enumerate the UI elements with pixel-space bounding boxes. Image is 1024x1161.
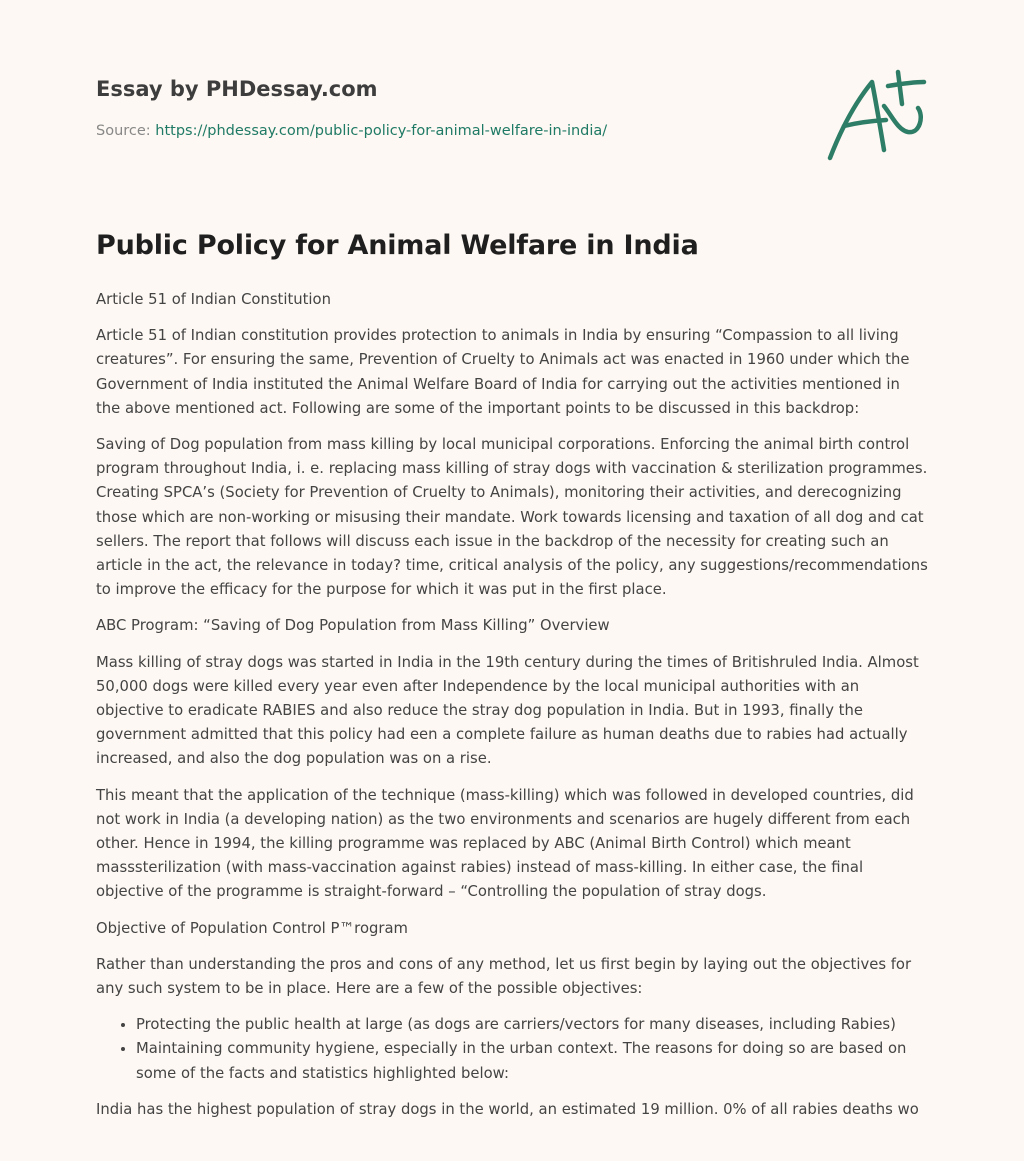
- source-link[interactable]: https://phdessay.com/public-policy-for-animal-welfare-in-india/: [155, 123, 608, 139]
- source-line: [96, 123, 607, 139]
- subheading: ABC Program: “Saving of Dog Population from Mass Killing” Overview: [96, 617, 610, 635]
- essay-body: [96, 226, 928, 1134]
- subheading: Article 51 of Indian Constitution: [96, 291, 331, 308]
- paragraph: Article 51 of Indian constitution provides protection to animals in India by ensuring “Compassion to all living creatures”. For ensuring the same, Prevention of Cruelty to Animals act was enacted in 1960 under which the Government of India instituted the Animal Welfare Board of India for carrying out the activities mentioned in the above mentioned act. Following are some of the important points to be discussed in this backdrop:: [96, 327, 910, 417]
- objectives-list: [96, 1013, 928, 1086]
- paragraph: Mass killing of stray dogs was started in India in the 19th century during the times of Britishruled India. Almost 50,000 dogs were killed every year even after Independence by the local municipal authorities with an objective to eradicate RABIES and also reduce the stray dog population in India. But in 1993, finally the government admitted that this policy had een a complete failure as human deaths due to rabies had actually increased, and also the dog population was on a rise.: [96, 653, 919, 768]
- a-plus-logo-icon: [826, 68, 928, 166]
- list-item: • Maintaining community hygiene, especially in the urban context. The reasons for doing so are based on some of the facts and statistics highlighted below:: [136, 1037, 928, 1085]
- essay-header: [96, 74, 928, 174]
- paragraph: Saving of Dog population from mass killing by local municipal corporations. Enforcing the animal birth control program throughout India, i. e. replacing mass killing of stray dogs with vaccination & sterilization programmes. Creating SPCA’s (Society for Prevention of Cruelty to Animals), monitoring their activities, and derecognizing those which are non-working or misusing their mandate. Work towards licensing and taxation of all dog and cat sellers. The report that follows will discuss each issue in the backdrop of the necessity for creating such an article in the act, the relevance in today? time, critical analysis of the policy, any suggestions/recommendations to improve the efficacy for the purpose for which it was put in the first place.: [96, 436, 928, 599]
- paragraph: Rather than understanding the pros and cons of any method, let us first begin by laying out the objectives for any such system to be in place. Here are a few of the possible objectives:: [96, 955, 912, 998]
- paragraph: This meant that the application of the technique (mass-killing) which was followed in developed countries, did not work in India (a developing nation) as the two environments and scenarios are hugely different from each other. Hence in 1994, the killing programme was replaced by ABC (Animal Birth Control) which meant masssterilization (with mass-vaccination against rabies) instead of mass-killing. In either case, the final objective of the programme is straight-forward – “Controlling the population of stray dogs.: [96, 786, 914, 901]
- source-label: Source:: [96, 123, 156, 139]
- page-title: Public Policy for Animal Welfare in India: [96, 230, 699, 261]
- brand-title: Essay by PHDessay.com: [96, 77, 378, 101]
- list-item: • Protecting the public health at large (as dogs are carriers/vectors for many diseases, including Rabies): [136, 1013, 928, 1037]
- subheading: Objective of Population Control P™rogram: [96, 919, 408, 937]
- paragraph-truncated: India has the highest population of stray dogs in the world, an estimated 19 million. 0% of all rabies deaths wo: [96, 1100, 919, 1118]
